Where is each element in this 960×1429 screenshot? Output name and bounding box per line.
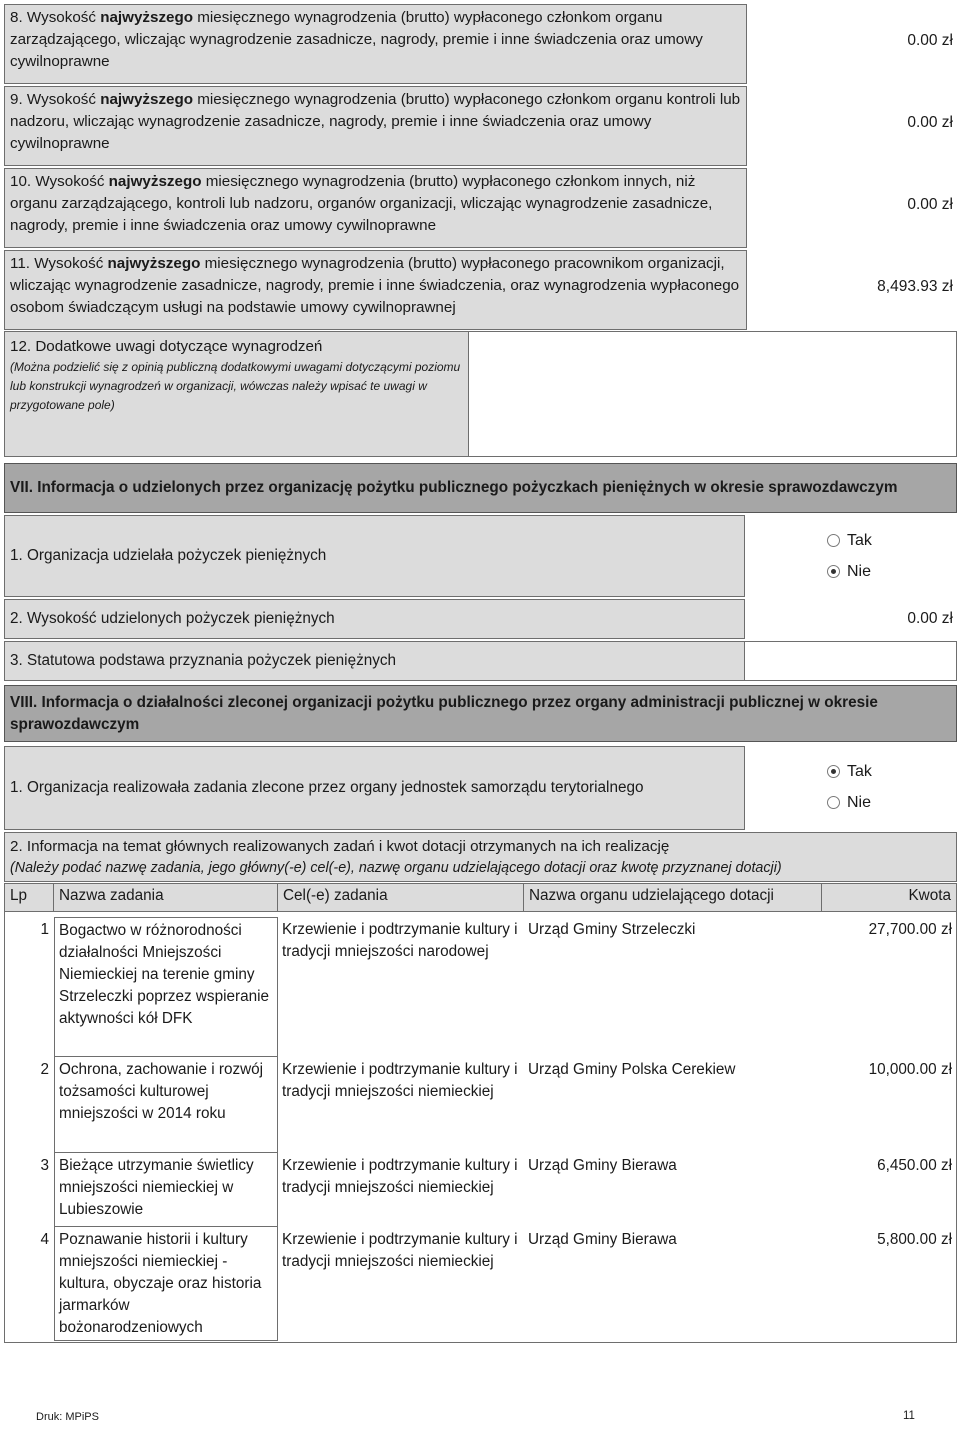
section-7-q2-row [4, 599, 957, 639]
loans-radio-group [745, 515, 957, 597]
radio-selected-icon [827, 765, 840, 778]
section-8-q2-title: 2. Informacja na temat głównych realizowanych zadań i kwot dotacji otrzymanych na ich realizację [10, 838, 670, 855]
section-7-q1-label: 1. Organizacja udzielała pożyczek pieniężnych [4, 515, 745, 597]
tasks-table-header [5, 884, 956, 912]
table-row [5, 1057, 956, 1153]
section-8-q2-header [4, 832, 957, 882]
loans-radio-no[interactable]: Nie [827, 556, 957, 587]
radio-selected-icon [827, 565, 840, 578]
section-8-q1-row [4, 746, 957, 830]
row-amount: 10,000.00 zł [868, 1061, 952, 1078]
section-7-q1-row [4, 515, 957, 597]
row-goal: Krzewienie i podtrzymanie kultury i tradycji mniejszości niemieckiej [282, 1157, 518, 1196]
col-header-amount: Kwota [908, 887, 951, 904]
section-8-q2-hint: (Należy podać nazwę zadania, jego główny(-e) cel(-e), nazwę organu udzielającego dotacji oraz kwotę przyznanej dotacji) [10, 860, 782, 876]
row-task-name: Ochrona, zachowanie i rozwój tożsamości kulturowej mniejszości w 2014 roku [54, 1057, 278, 1153]
section-8-q1-label: 1. Organizacja realizowała zadania zlecone przez organy jednostek samorządu terytorialnego [4, 746, 745, 830]
tasks-table [4, 883, 957, 1343]
table-row [5, 1227, 956, 1341]
loans-radio-yes[interactable]: Tak [827, 525, 957, 556]
salary-label-8: 8. Wysokość najwyższego miesięcznego wynagrodzenia (brutto) wypłaconego członkom organu zarządzającego, wliczając wynagrodzenie zasadnicze, nagrody, premie i inne świadczenia oraz umowy cywilnoprawne [4, 4, 747, 84]
radio-empty-icon [827, 534, 840, 547]
salary-notes-row [4, 331, 957, 457]
salary-row-10 [4, 168, 957, 248]
section-7-q3-row [4, 641, 957, 681]
footer-print-label: Druk: MPiPS [36, 1411, 99, 1423]
row-lp: 2 [40, 1061, 49, 1078]
salary-notes-field[interactable] [469, 331, 957, 457]
row-task-name: Poznawanie historii i kultury mniejszości niemieckiej - kultura, obyczaje oraz historia jarmarków bożonarodzeniowych [54, 1227, 278, 1341]
salary-label-11: 11. Wysokość najwyższego miesięcznego wynagrodzenia (brutto) wypłaconego pracownikom organizacji, wliczając wynagrodzenie zasadnicze, nagrody, premie i inne świadczenia, oraz wynagrodzenia wypłaconego osobom świadczącym usługi na podstawie umowy cywilnoprawnej [4, 250, 747, 330]
row-amount: 6,450.00 zł [877, 1157, 952, 1174]
salary-notes-title: 12. Dodatkowe uwagi dotyczące wynagrodzeń [10, 338, 323, 355]
row-lp: 4 [40, 1231, 49, 1248]
salary-value-9: 0.00 zł [907, 114, 953, 131]
section-8-header: VIII. Informacja o działalności zleconej organizacji pożytku publicznego przez organy administracji publicznej w okresie sprawozdawczym [4, 685, 957, 742]
row-lp: 3 [40, 1157, 49, 1174]
col-header-organ: Nazwa organu udzielającego dotacji [524, 884, 822, 911]
row-amount: 5,800.00 zł [877, 1231, 952, 1248]
row-organ: Urząd Gminy Strzeleczki [528, 921, 696, 938]
page-number: 11 [903, 1410, 915, 1422]
salary-value-10: 0.00 zł [907, 196, 953, 213]
row-organ: Urząd Gminy Polska Cerekiew [528, 1061, 736, 1078]
row-lp: 1 [40, 921, 49, 938]
salary-row-11 [4, 250, 957, 330]
salary-value-11: 8,493.93 zł [877, 278, 953, 295]
salary-label-9: 9. Wysokość najwyższego miesięcznego wynagrodzenia (brutto) wypłaconego członkom organu kontroli lub nadzoru, wliczając wynagrodzenie zasadnicze, nagrody, premie i inne świadczenia oraz umowy cywilnoprawne [4, 86, 747, 166]
row-amount: 27,700.00 zł [868, 921, 952, 938]
row-goal: Krzewienie i podtrzymanie kultury i tradycji mniejszości niemieckiej [282, 1061, 518, 1100]
row-goal: Krzewienie i podtrzymanie kultury i tradycji mniejszości narodowej [282, 921, 518, 960]
row-goal: Krzewienie i podtrzymanie kultury i tradycji mniejszości niemieckiej [282, 1231, 518, 1270]
section-7-q3-label: 3. Statutowa podstawa przyznania pożyczek pieniężnych [4, 641, 745, 681]
row-organ: Urząd Gminy Bierawa [528, 1157, 677, 1174]
loans-amount-value: 0.00 zł [907, 610, 953, 627]
row-task-name: Bogactwo w różnorodności działalności Mniejszości Niemieckiej na terenie gminy Strzeleczki poprzez wspieranie aktywności kół DFK [54, 917, 278, 1057]
section-7-header: VII. Informacja o udzielonych przez organizację pożytku publicznego pożyczkach pieniężnych w okresie sprawozdawczym [4, 463, 957, 513]
table-row [5, 917, 956, 1057]
salary-row-9 [4, 86, 957, 166]
salary-notes-label [4, 331, 469, 457]
salary-notes-hint: (Można podzielić się z opinią publiczną dodatkowymi uwagami dotyczącymi poziomu lub konstrukcji wynagrodzeń w organizacji, wówczas należy wpisać te uwagi w przygotowane pole) [10, 360, 461, 412]
loans-statute-field[interactable] [745, 641, 957, 681]
commissioned-radio-no[interactable]: Nie [827, 787, 957, 818]
salary-value-8: 0.00 zł [907, 32, 953, 49]
section-7-q2-label: 2. Wysokość udzielonych pożyczek pieniężnych [4, 599, 745, 639]
radio-empty-icon [827, 796, 840, 809]
commissioned-radio-group [745, 746, 957, 830]
col-header-lp: Lp [5, 884, 54, 911]
salary-label-10: 10. Wysokość najwyższego miesięcznego wynagrodzenia (brutto) wypłaconego członkom innych, niż organu zarządzającego, kontroli lub nadzoru, organów organizacji, wliczając wynagrodzenie zasadnicze, nagrody, premie i inne świadczenia oraz umowy cywilnoprawne [4, 168, 747, 248]
commissioned-radio-yes[interactable]: Tak [827, 756, 957, 787]
col-header-task-name: Nazwa zadania [54, 884, 278, 911]
row-task-name: Bieżące utrzymanie świetlicy mniejszości niemieckiej w Lubieszowie [54, 1153, 278, 1227]
salary-row-8 [4, 4, 957, 84]
table-row [5, 1153, 956, 1227]
row-organ: Urząd Gminy Bierawa [528, 1231, 677, 1248]
col-header-goal: Cel(-e) zadania [278, 884, 524, 911]
